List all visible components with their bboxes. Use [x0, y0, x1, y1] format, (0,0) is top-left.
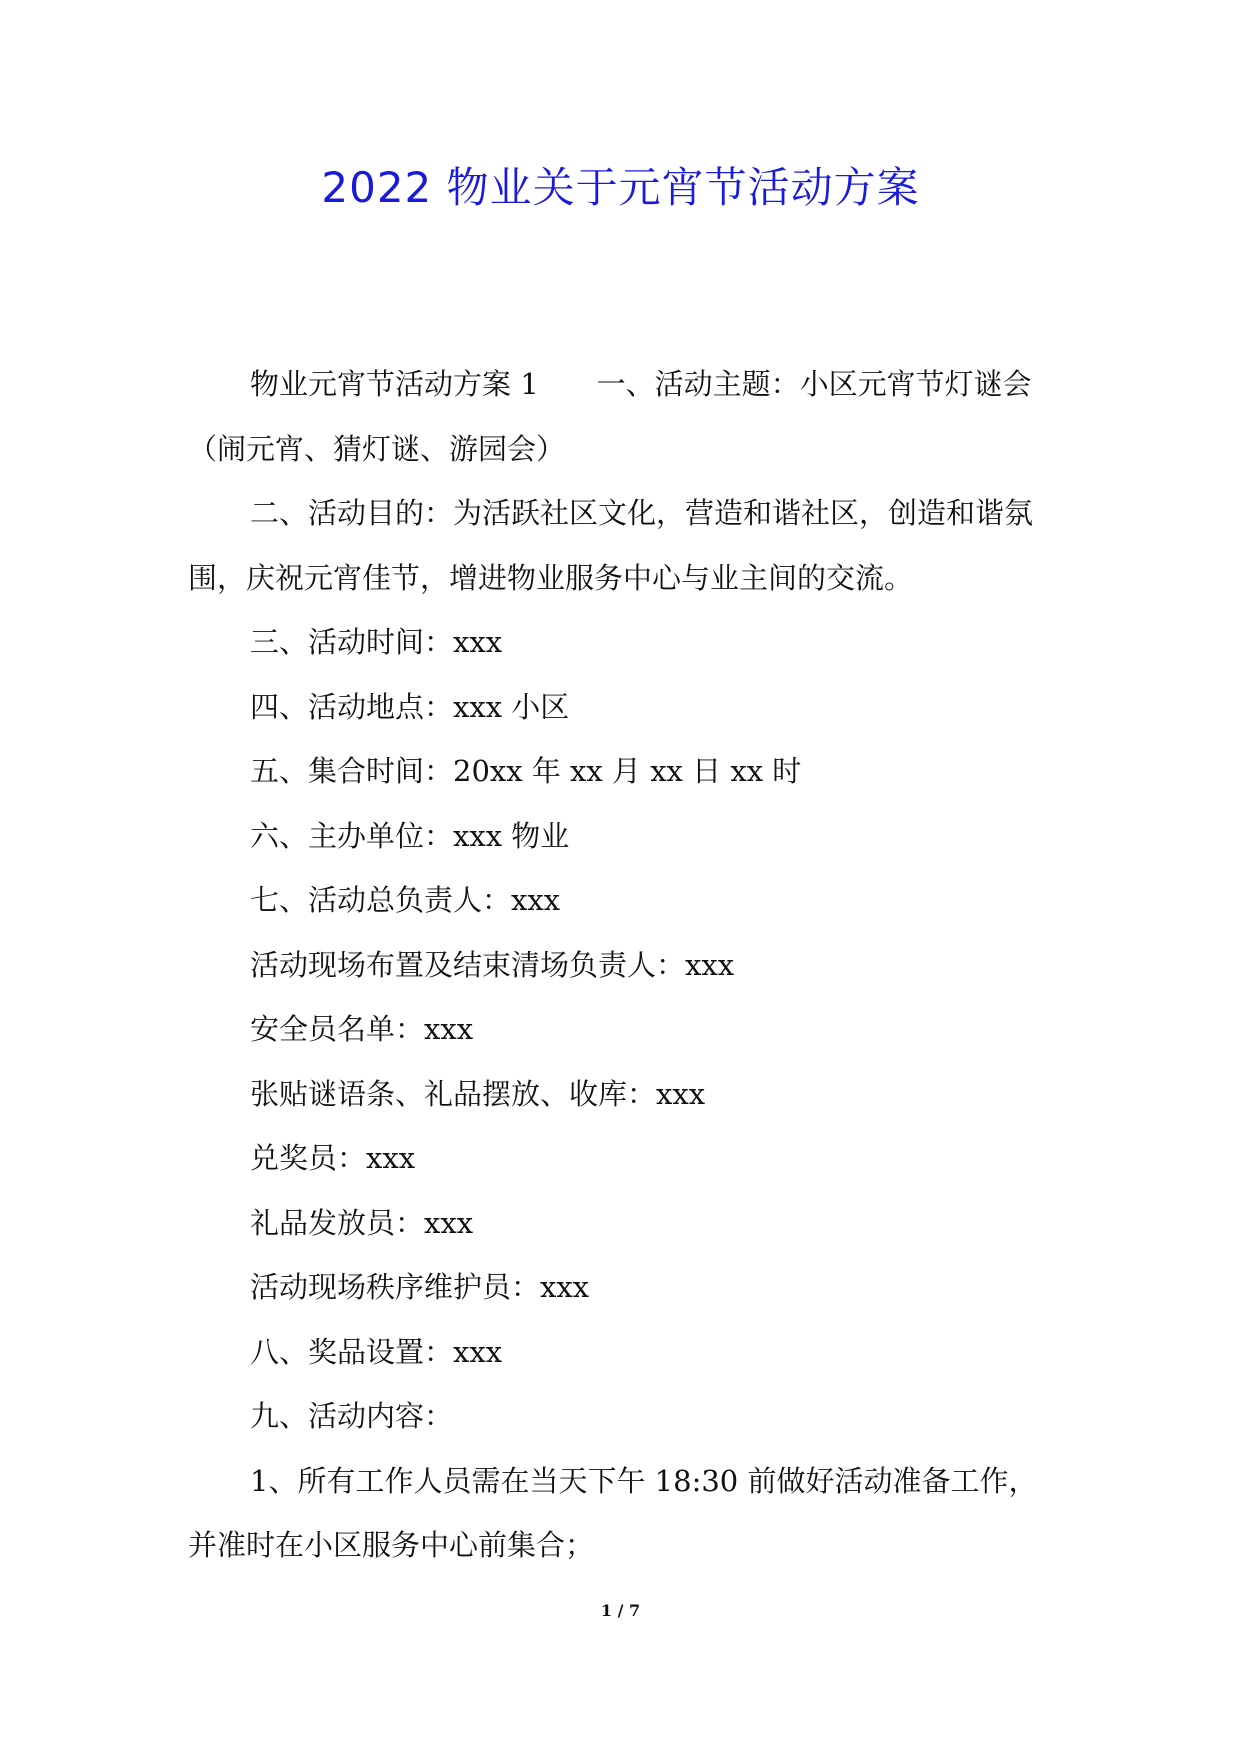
paragraph-content-heading: 九、活动内容：: [250, 1399, 454, 1433]
paragraph-gift-distributor: 礼品发放员：xxx: [250, 1205, 474, 1240]
paragraph-location: 四、活动地点：xxx 小区: [250, 689, 570, 724]
document-title: 2022 物业关于元宵节活动方案: [321, 163, 920, 212]
paragraph-prizes: 八、奖品设置：xxx: [250, 1334, 503, 1369]
paragraph-time: 三、活动时间：xxx: [250, 625, 503, 659]
paragraph-riddle-posting: 张贴谜语条、礼品摆放、收库：xxx: [250, 1076, 706, 1111]
paragraph-chief-person: 七、活动总负责人：xxx: [250, 883, 561, 917]
document-body: [188, 352, 1058, 1578]
paragraph-safety-list: 安全员名单：xxx: [250, 1012, 474, 1046]
paragraph-order-keeper: 活动现场秩序维护员：xxx: [250, 1270, 590, 1304]
paragraph-intro-theme: 物业元宵节活动方案 1 一、活动主题：小区元宵节灯谜会（闹元宵、猜灯谜、游园会）: [188, 367, 1032, 466]
paragraph-purpose: 二、活动目的：为活跃社区文化，营造和谐社区，创造和谐氛围，庆祝元宵佳节，增进物业服务中心与业主间的交流。: [188, 496, 1034, 595]
page-number: 1 / 7: [600, 1601, 641, 1620]
paragraph-prize-redeemer: 兑奖员：xxx: [250, 1141, 416, 1175]
paragraph-setup-person: 活动现场布置及结束清场负责人：xxx: [250, 947, 735, 982]
paragraph-gathering-time: 五、集合时间：20xx 年 xx 月 xx 日 xx 时: [250, 754, 802, 788]
paragraph-organizer: 六、主办单位：xxx 物业: [250, 818, 570, 853]
paragraph-content-item-1: 1、所有工作人员需在当天下午 18:30 前做好活动准备工作，并准时在小区服务中心前集合；: [188, 1463, 1038, 1562]
